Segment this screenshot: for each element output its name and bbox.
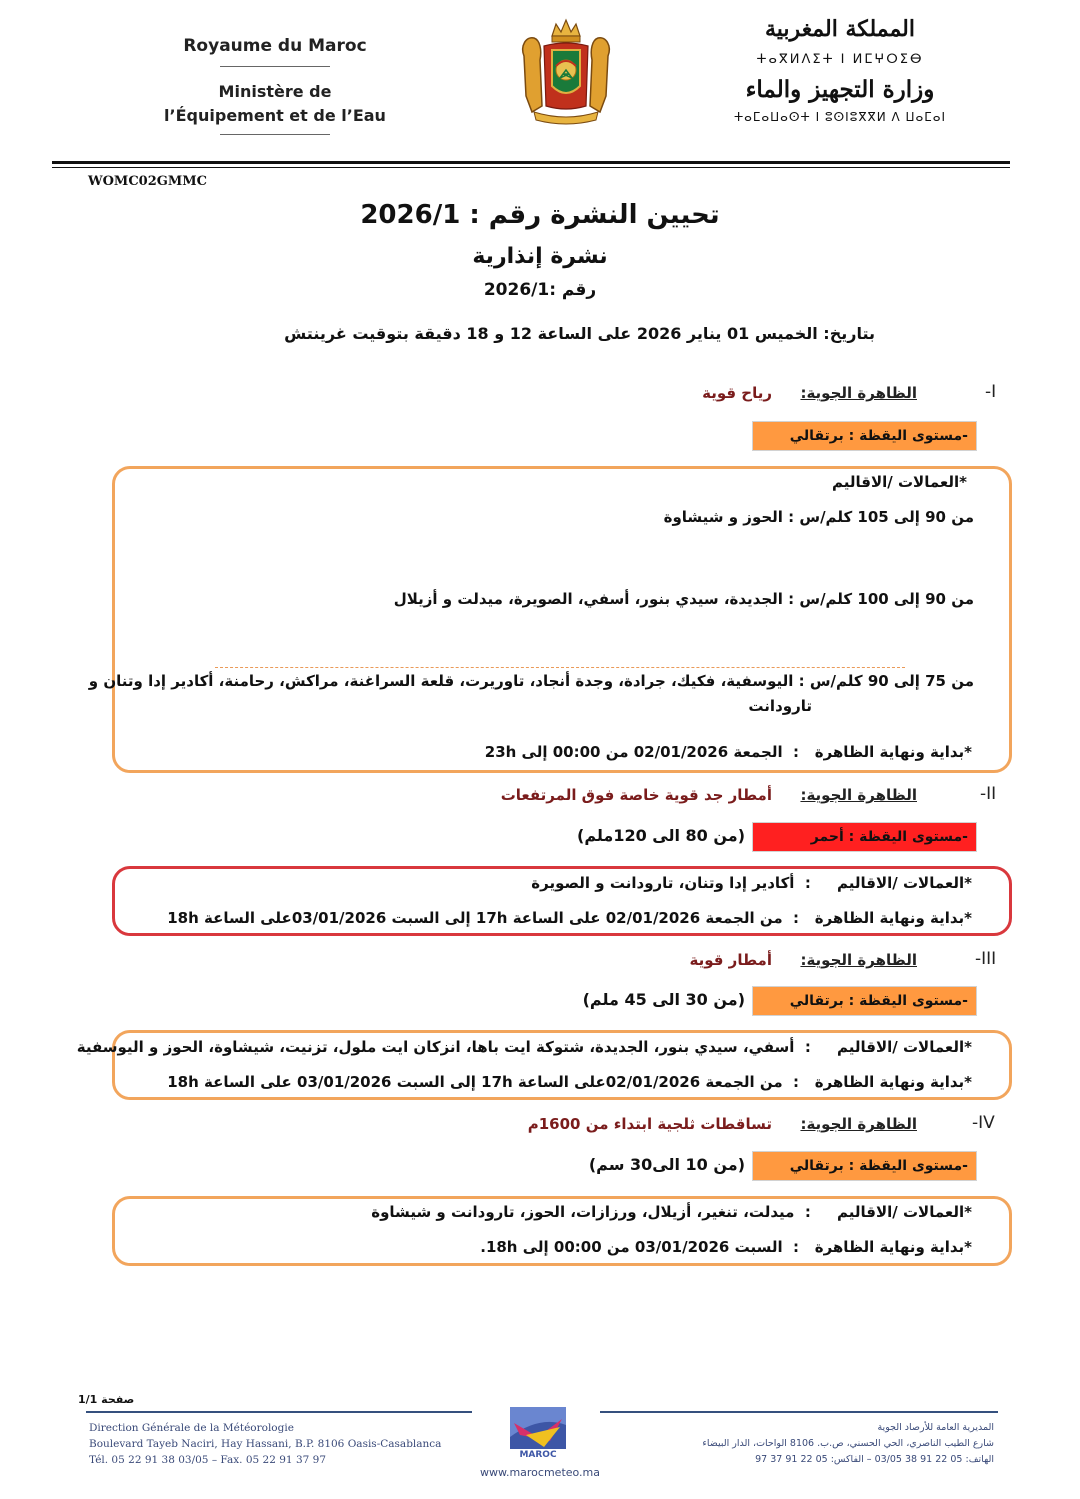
regions-label: *العمالات /الاقاليم [837, 874, 972, 892]
footer-rule-right [600, 1411, 998, 1413]
level-label: -مستوى اليقظة : [848, 428, 968, 444]
phenomenon-label: الظاهرة الجوية: [800, 951, 917, 969]
level-value: برتقالي [789, 993, 844, 1009]
level-value: برتقالي [789, 428, 844, 444]
phenomenon-value: أمطار قوية [689, 951, 772, 969]
period-value: السبت 03/01/2026 من 00:00 إلى 18h. [480, 1238, 783, 1256]
period-label: *بداية ونهاية الظاهرة [814, 1073, 972, 1091]
kingdom-name-ar: المملكة المغربية [765, 16, 915, 42]
kingdom-name-tifinagh: ⵜⴰⴳⵍⴷⵉⵜ ⵏ ⵍⵎⵖⵔⵉⴱ [756, 52, 924, 67]
regions-value: ميدلت، تنغير، أزيلال، ورزازات، الحوز، تارودانت و شيشاوة [371, 1203, 795, 1221]
bulletin-number [0, 280, 1080, 300]
header-rule [52, 161, 1010, 164]
dashed-separator [215, 667, 905, 668]
kingdom-name-fr: Royaume du Maroc [183, 36, 367, 56]
header-rule-thin [52, 167, 1010, 168]
section-number: -IV [972, 1113, 995, 1133]
period-value: من الجمعة 02/01/2026 على الساعة 17h إلى السبت 03/01/2026على الساعة 18h [167, 909, 783, 927]
level-value: برتقالي [789, 1158, 844, 1174]
regions-label: *العمالات /الاقاليم [837, 1203, 972, 1221]
website-link[interactable]: www.marocmeteo.ma [479, 1466, 601, 1479]
section-number: -III [975, 949, 997, 969]
alert-level-badge [752, 421, 977, 451]
footer-org-ar: المديرية العامة للأرصاد الجوية [877, 1422, 994, 1433]
region-line: من 90 إلى 105 كلم/س : الحوز و شيشاوة [663, 508, 974, 526]
ministry-line1-fr: Ministère de [218, 82, 332, 101]
number-value: 2026/1 [483, 280, 550, 300]
period-row: *بداية ونهاية الظاهرة : الجمعة 02/01/2026 من 00:00 إلى 23h [484, 743, 972, 761]
divider [220, 66, 330, 67]
level-label: -مستوى اليقظة : [848, 829, 968, 845]
logo-text: MAROC [519, 1450, 557, 1459]
regions-row: *العمالات /الاقاليم : ميدلت، تنغير، أزيلال، ورزازات، الحوز، تارودانت و شيشاوة [371, 1203, 972, 1221]
footer-org-fr: Direction Générale de la Météorologie [89, 1422, 294, 1434]
period-label: *بداية ونهاية الظاهرة [814, 1238, 972, 1256]
section-number: -II [980, 784, 997, 804]
document-code: WOMC02GMMC [88, 174, 207, 189]
phenomenon-value: أمطار جد قوية خاصة فوق المرتفعات [500, 786, 772, 804]
region-line: من 90 إلى 100 كلم/س : الجديدة، سيدي بنور، أسفي، الصويرة، ميدلت و أزيلال [393, 590, 974, 608]
period-row: *بداية ونهاية الظاهرة : السبت 03/01/2026 من 00:00 إلى 18h. [480, 1238, 972, 1256]
period-row: *بداية ونهاية الظاهرة : من الجمعة 02/01/2026على الساعة 17h إلى السبت 03/01/2026 على الساعة 18h [167, 1073, 972, 1091]
footer-phone-fr: Tél. 05 22 91 38 03/05 – Fax. 05 22 91 37 97 [89, 1454, 326, 1466]
footer-phone-ar: الهاتف: 05 22 91 38 03/05 – الفاكس: 05 22 91 37 97 [755, 1454, 994, 1465]
section-number: -I [985, 382, 997, 402]
period-label: *بداية ونهاية الظاهرة [814, 743, 972, 761]
period-label: *بداية ونهاية الظاهرة [814, 909, 972, 927]
phenomenon-value: تساقطات ثلجية ابتداء من 1600م [527, 1115, 772, 1133]
update-title: تحيين النشرة رقم : 2026/1 [360, 200, 720, 230]
phenomenon-label: الظاهرة الجوية: [800, 1115, 917, 1133]
alert-level-badge [752, 1151, 977, 1181]
footer-rule-left [86, 1411, 472, 1413]
footer-address-ar: شارع الطيب الناصري، الحي الحسني، ص.ب. 8106 الواحات، الدار البيضاء [702, 1438, 994, 1449]
page-number: صفحة 1/1 [78, 1393, 135, 1406]
regions-label: *العمالات /الاقاليم [832, 473, 967, 491]
ministry-name-ar: وزارة التجهيز والماء [745, 76, 935, 103]
regions-row: *العمالات /الاقاليم : أكادير إدا وتنان، تارودانت و الصويرة [531, 874, 972, 892]
level-label: -مستوى اليقظة : [848, 1158, 968, 1174]
region-line: تارودانت [748, 697, 812, 715]
phenomenon-label: الظاهرة الجوية: [800, 384, 917, 402]
rain-amount: (من 30 الى 45 ملم) [582, 990, 745, 1009]
regions-row: *العمالات /الاقاليم : أسفي، سيدي بنور، الجديدة، شتوكة ايت باها، انزكان ايت ملول، تزنيت، شيشاوة، الحوز و اليوسفية [76, 1038, 972, 1056]
bulletin-title: نشرة إنذارية [472, 244, 608, 269]
period-value: من الجمعة 02/01/2026على الساعة 17h إلى السبت 03/01/2026 على الساعة 18h [167, 1073, 783, 1091]
snow-amount: (من 10 الى30 سم) [588, 1155, 745, 1174]
ministry-name-tifinagh: ⵜⴰⵎⴰⵡⴰⵙⵜ ⵏ ⵓⵙⵏⵓⴳⴳⵍ ⴷ ⵡⴰⵎⴰⵏ [733, 110, 947, 124]
level-label: -مستوى اليقظة : [848, 993, 968, 1009]
issue-date: بتاريخ: الخميس 01 يناير 2026 على الساعة 12 و 18 دقيقة بتوقيت غرينتش [284, 324, 875, 343]
alert-level-badge [752, 986, 977, 1016]
region-line: من 75 إلى 90 كلم/س : اليوسفية، فكيك، جرادة، وجدة أنجاد، تاوريرت، قلعة السراغنة، مراكش، رحامنة، أكادير إدا وتنان و [88, 672, 974, 690]
rain-amount: (من 80 الى 120ملم) [577, 826, 745, 845]
regions-value: أسفي، سيدي بنور، الجديدة، شتوكة ايت باها، انزكان ايت ملول، تزنيت، شيشاوة، الحوز و اليوسفية [76, 1038, 795, 1056]
header-french [150, 0, 400, 140]
regions-value: أكادير إدا وتنان، تارودانت و الصويرة [531, 874, 795, 892]
phenomenon-value: رياح قوية [702, 384, 772, 402]
period-value: الجمعة 02/01/2026 من 00:00 إلى 23h [484, 743, 783, 761]
maroc-meteo-logo-icon [510, 1407, 566, 1459]
regions-label: *العمالات /الاقاليم [837, 1038, 972, 1056]
alert-level-badge [752, 822, 977, 852]
coat-of-arms-emblem [516, 16, 616, 128]
phenomenon-label: الظاهرة الجوية: [800, 786, 917, 804]
footer-address-fr: Boulevard Tayeb Naciri, Hay Hassani, B.P. 8106 Oasis-Casablanca [89, 1438, 442, 1450]
ministry-line2-fr: l’Équipement et de l’Eau [164, 106, 386, 125]
header-arabic [733, 0, 947, 140]
number-label: رقم : [549, 280, 597, 300]
period-row: *بداية ونهاية الظاهرة : من الجمعة 02/01/2026 على الساعة 17h إلى السبت 03/01/2026على الساعة 18h [167, 909, 972, 927]
level-value: أحمر [810, 829, 844, 845]
divider [220, 134, 330, 135]
